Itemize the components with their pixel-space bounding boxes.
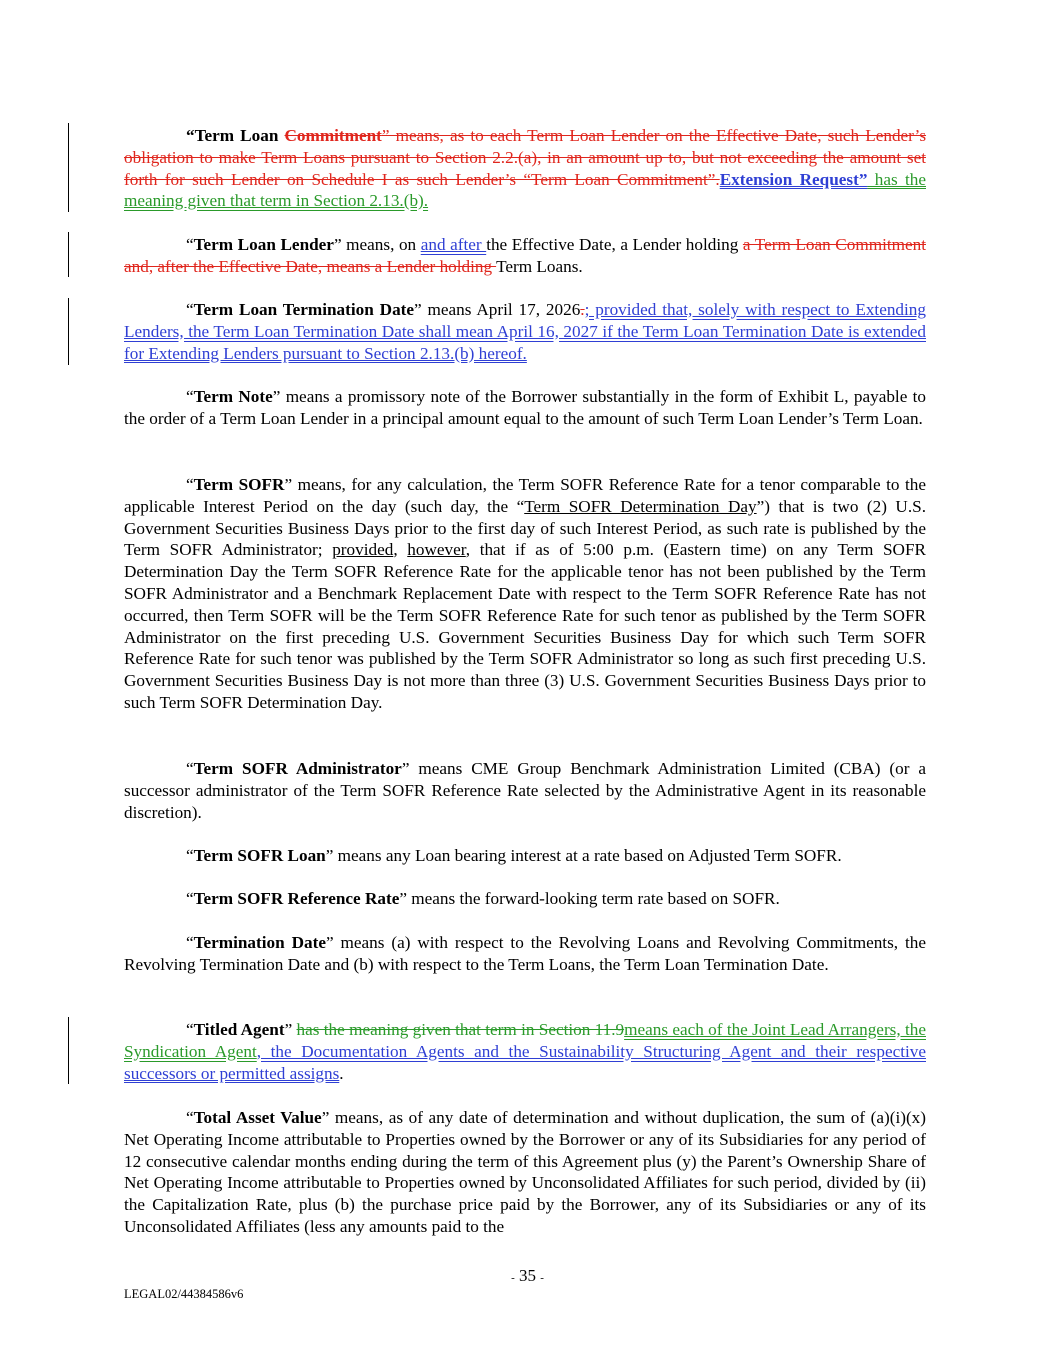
definition-termination-date: “Termination Date” means (a) with respect to the Revolving Loans and Revolving Commitments, the Revolving Termination Date and (b) with respect to the Term Loans, the Term Loan Termination Date.: [124, 933, 926, 974]
definition-term-loan-commitment: “Term Loan Commitment” means, as to each Term Loan Lender on the Effective Date, such Lender’s obligation to make Term Loans pursuant to Section 2.2.(a), in an amount up to, but not exceeding the amount set forth for such Lender on Schedule I as such Lender’s “Term Loan Commitment”.Extension Request” has the meaning given that term in Section 2.13.(b).: [124, 126, 927, 211]
definition-total-asset-value: “Total Asset Value” means, as of any date of determination and without duplication, the sum of (a)(i)(x) Net Operating Income attributable to Properties owned by the Borrower or any of its Subsidiaries for any period of 12 consecutive calendar months ending during the term of this Agreement plus (y) the Parent’s Ownership Share of Net Operating Income attributable to Properties owned by Unconsolidated Affiliates for such period, divided by (ii) the Capitalization Rate, plus (b) the purchase price paid by the Borrower, any of its Subsidiaries or any of its Unconsolidated Affiliates (less any amounts paid to the: [124, 1108, 927, 1236]
definition-term-loan-lender: “Term Loan Lender” means, on and after the Effective Date, a Lender holding a Term Loan Commitment and, after the Effective Date, means a Lender holding Term Loans.: [124, 235, 926, 276]
definition-term-note: “Term Note” means a promissory note of the Borrower substantially in the form of Exhibit L, payable to the order of a Term Loan Lender in a principal amount equal to the amount of such Term Loan Lender’s Term Loan.: [124, 387, 926, 428]
definition-term-sofr-administrator: “Term SOFR Administrator” means CME Group Benchmark Administration Limited (CBA) (or a successor administrator of the Term SOFR Reference Rate selected by the Administrative Agent in its reasonable discretion).: [124, 759, 927, 822]
definition-term-sofr: “Term SOFR” means, for any calculation, the Term SOFR Reference Rate for a tenor comparable to the applicable Interest Period on the day (such day, the “Term SOFR Determination Day”) that is two (2) U.S. Government Securities Business Days prior to the first day of such Interest Period, as such rate is published by the Term SOFR Administrator; provided, however, that if as of 5:00 p.m. (Eastern time) on any Term SOFR Determination Day the Term SOFR Reference Rate for the applicable tenor has not been published by the Term SOFR Administrator and a Benchmark Replacement Date with respect to the Term SOFR Reference Rate has not occurred, then Term SOFR will be the Term SOFR Reference Rate for such tenor as published by the Term SOFR Administrator on the first preceding U.S. Government Securities Business Day for which such Term SOFR Reference Rate for such tenor was published by the Term SOFR Administrator so long as such first preceding U.S. Government Securities Business Day is not more than three (3) U.S. Government Securities Business Days prior to such Term SOFR Determination Day.: [124, 475, 926, 712]
change-bar: [68, 298, 69, 365]
change-bar: [68, 1017, 69, 1084]
change-bar: [68, 123, 69, 212]
page-number: - 35 -: [511, 1266, 544, 1285]
document-id: LEGAL02/44384586v6: [124, 1287, 244, 1301]
definition-term-sofr-reference-rate: “Term SOFR Reference Rate” means the forward-looking term rate based on SOFR.: [186, 889, 780, 908]
change-bar: [68, 232, 69, 277]
definition-titled-agent: “Titled Agent” has the meaning given that term in Section 11.9means each of the Joint Lead Arrangers, the Syndication Agent, the Documentation Agents and the Sustainability Structuring Agent and their respective successors or permitted assigns.: [124, 1020, 926, 1083]
definition-term-loan-termination-date: “Term Loan Termination Date” means April 17, 2026.; provided that, solely with respect to Extending Lenders, the Term Loan Termination Date shall mean April 16, 2027 if the Term Loan Termination Date is extended for Extending Lenders pursuant to Section 2.13.(b) hereof.: [124, 300, 926, 363]
definition-term-sofr-loan: “Term SOFR Loan” means any Loan bearing interest at a rate based on Adjusted Term SOFR.: [186, 846, 842, 865]
